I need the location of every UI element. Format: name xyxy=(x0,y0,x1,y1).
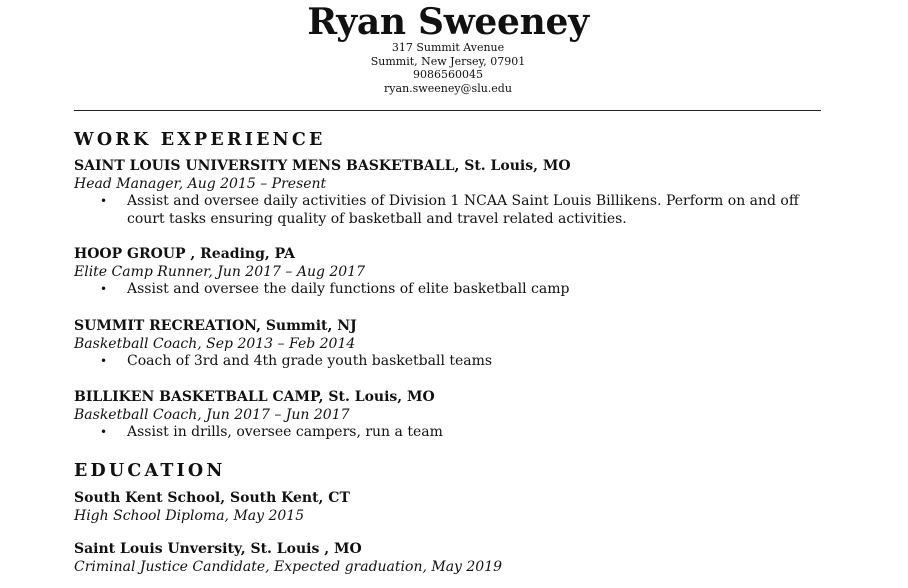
duty-text: Coach of 3rd and 4th grade youth basketball teams xyxy=(127,353,493,369)
duty-text: Assist and oversee daily activities of Division 1 NCAA Saint Louis Billikens. Perform on and off court tasks ensuring quality of basketball and travel related activities. xyxy=(127,193,799,227)
job-title: Basketball Coach, Sep 2013 – Feb 2014 xyxy=(74,335,356,352)
education-heading: EDUCATION xyxy=(74,461,226,481)
work-experience-heading: WORK EXPERIENCE xyxy=(74,130,326,150)
degree: High School Diploma, May 2015 xyxy=(74,507,305,524)
job-title: Basketball Coach, Jun 2017 – Jun 2017 xyxy=(74,406,350,423)
organization: HOOP GROUP , Reading, PA xyxy=(74,246,295,262)
duties-list xyxy=(74,281,834,299)
organization: BILLIKEN BASKETBALL CAMP, St. Louis, MO xyxy=(74,389,435,405)
work-entry xyxy=(74,158,834,228)
duty-item xyxy=(74,281,817,299)
work-entry xyxy=(74,246,834,299)
job-title: Elite Camp Runner, Jun 2017 – Aug 2017 xyxy=(74,263,366,280)
duties-list xyxy=(74,193,834,228)
education-entry xyxy=(74,490,834,525)
bullet-icon: • xyxy=(100,354,108,368)
address-line-2: Summit, New Jersey, 07901 xyxy=(370,54,526,68)
candidate-name: Ryan Sweeney xyxy=(307,1,589,43)
duty-item xyxy=(74,353,817,371)
duty-item xyxy=(74,424,817,442)
job-title: Head Manager, Aug 2015 – Present xyxy=(74,175,327,192)
organization: SUMMIT RECREATION, Summit, NJ xyxy=(74,318,357,334)
duty-item xyxy=(74,193,817,228)
organization: SAINT LOUIS UNIVERSITY MENS BASKETBALL, St. Louis, MO xyxy=(74,158,571,174)
degree: Criminal Justice Candidate, Expected graduation, May 2019 xyxy=(74,558,503,575)
bullet-icon: • xyxy=(100,425,108,439)
duty-text: Assist and oversee the daily functions of elite basketball camp xyxy=(127,281,570,297)
phone-number: 9086560045 xyxy=(413,68,483,82)
address-line-1: 317 Summit Avenue xyxy=(391,41,505,54)
school-name: South Kent School, South Kent, CT xyxy=(74,490,350,506)
duties-list xyxy=(74,353,834,371)
school-name: Saint Louis Unversity, St. Louis , MO xyxy=(74,541,362,557)
email-address: ryan.sweeney@slu.edu xyxy=(384,81,512,95)
bullet-icon: • xyxy=(100,194,108,208)
duty-text: Assist in drills, oversee campers, run a team xyxy=(127,424,443,440)
education-entry xyxy=(74,541,834,576)
work-entry xyxy=(74,389,834,442)
contact-block xyxy=(0,41,896,95)
work-entry xyxy=(74,318,834,371)
bullet-icon: • xyxy=(100,282,108,296)
header-divider xyxy=(74,110,821,111)
duties-list xyxy=(74,424,834,442)
